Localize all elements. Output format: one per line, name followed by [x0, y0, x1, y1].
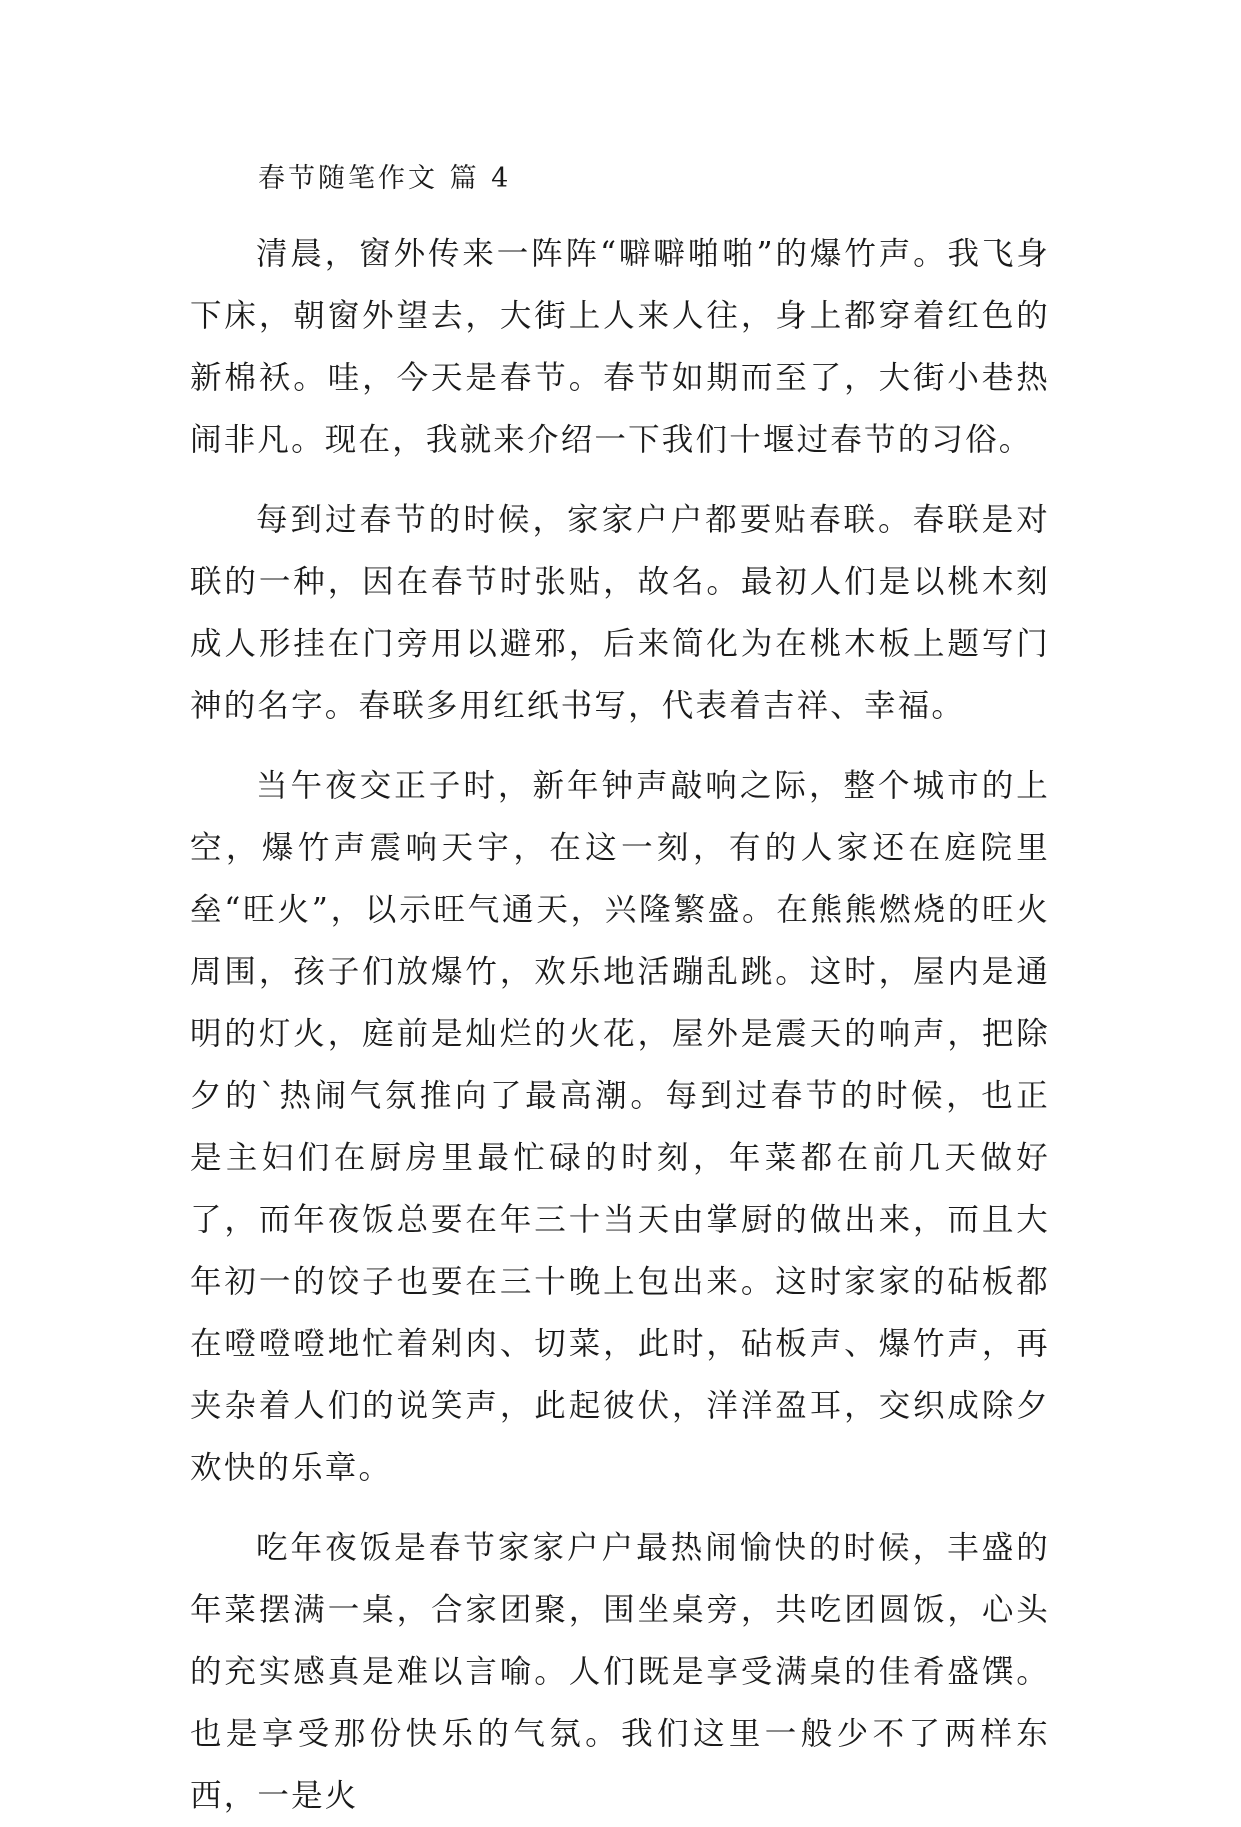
- document-title: 春节随笔作文 篇 4: [258, 163, 512, 194]
- paragraph-1: 清晨，窗外传来一阵阵“噼噼啪啪”的爆竹声。我飞身下床，朝窗外望去，大街上人来人往，身上都穿着红色的新棉袄。哇，今天是春节。春节如期而至了，大街小巷热闹非凡。现在，我就来介绍一下我们十堰过春节的习俗。: [190, 236, 1050, 458]
- paragraph-4: 吃年夜饭是春节家家户户最热闹愉快的时候，丰盛的年菜摆满一桌，合家团聚，围坐桌旁，共吃团圆饭，心头的充实感真是难以言喻。人们既是享受满桌的佳肴盛馔。也是享受那份快乐的气氛。我们这里一般少不了两样东西，一是火: [190, 1530, 1050, 1814]
- document-body: [190, 161, 1050, 1827]
- paragraph-3: 当午夜交正子时，新年钟声敲响之际，整个城市的上空，爆竹声震响天宇，在这一刻，有的人家还在庭院里垒“旺火”，以示旺气通天，兴隆繁盛。在熊熊燃烧的旺火周围，孩子们放爆竹，欢乐地活蹦乱跳。这时，屋内是通明的灯火，庭前是灿烂的火花，屋外是震天的响声，把除夕的`热闹气氛推向了最高潮。每到过春节的时候，也正是主妇们在厨房里最忙碌的时刻，年菜都在前几天做好了，而年夜饭总要在年三十当天由掌厨的做出来，而且大年初一的饺子也要在三十晚上包出来。这时家家的砧板都在噔噔噔地忙着剁肉、切菜，此时，砧板声、爆竹声，再夹杂着人们的说笑声，此起彼伏，洋洋盈耳，交织成除夕欢快的乐章。: [190, 768, 1050, 1486]
- paragraph-2: 每到过春节的时候，家家户户都要贴春联。春联是对联的一种，因在春节时张贴，故名。最初人们是以桃木刻成人形挂在门旁用以避邪，后来简化为在桃木板上题写门神的名字。春联多用红纸书写，代表着吉祥、幸福。: [190, 502, 1050, 724]
